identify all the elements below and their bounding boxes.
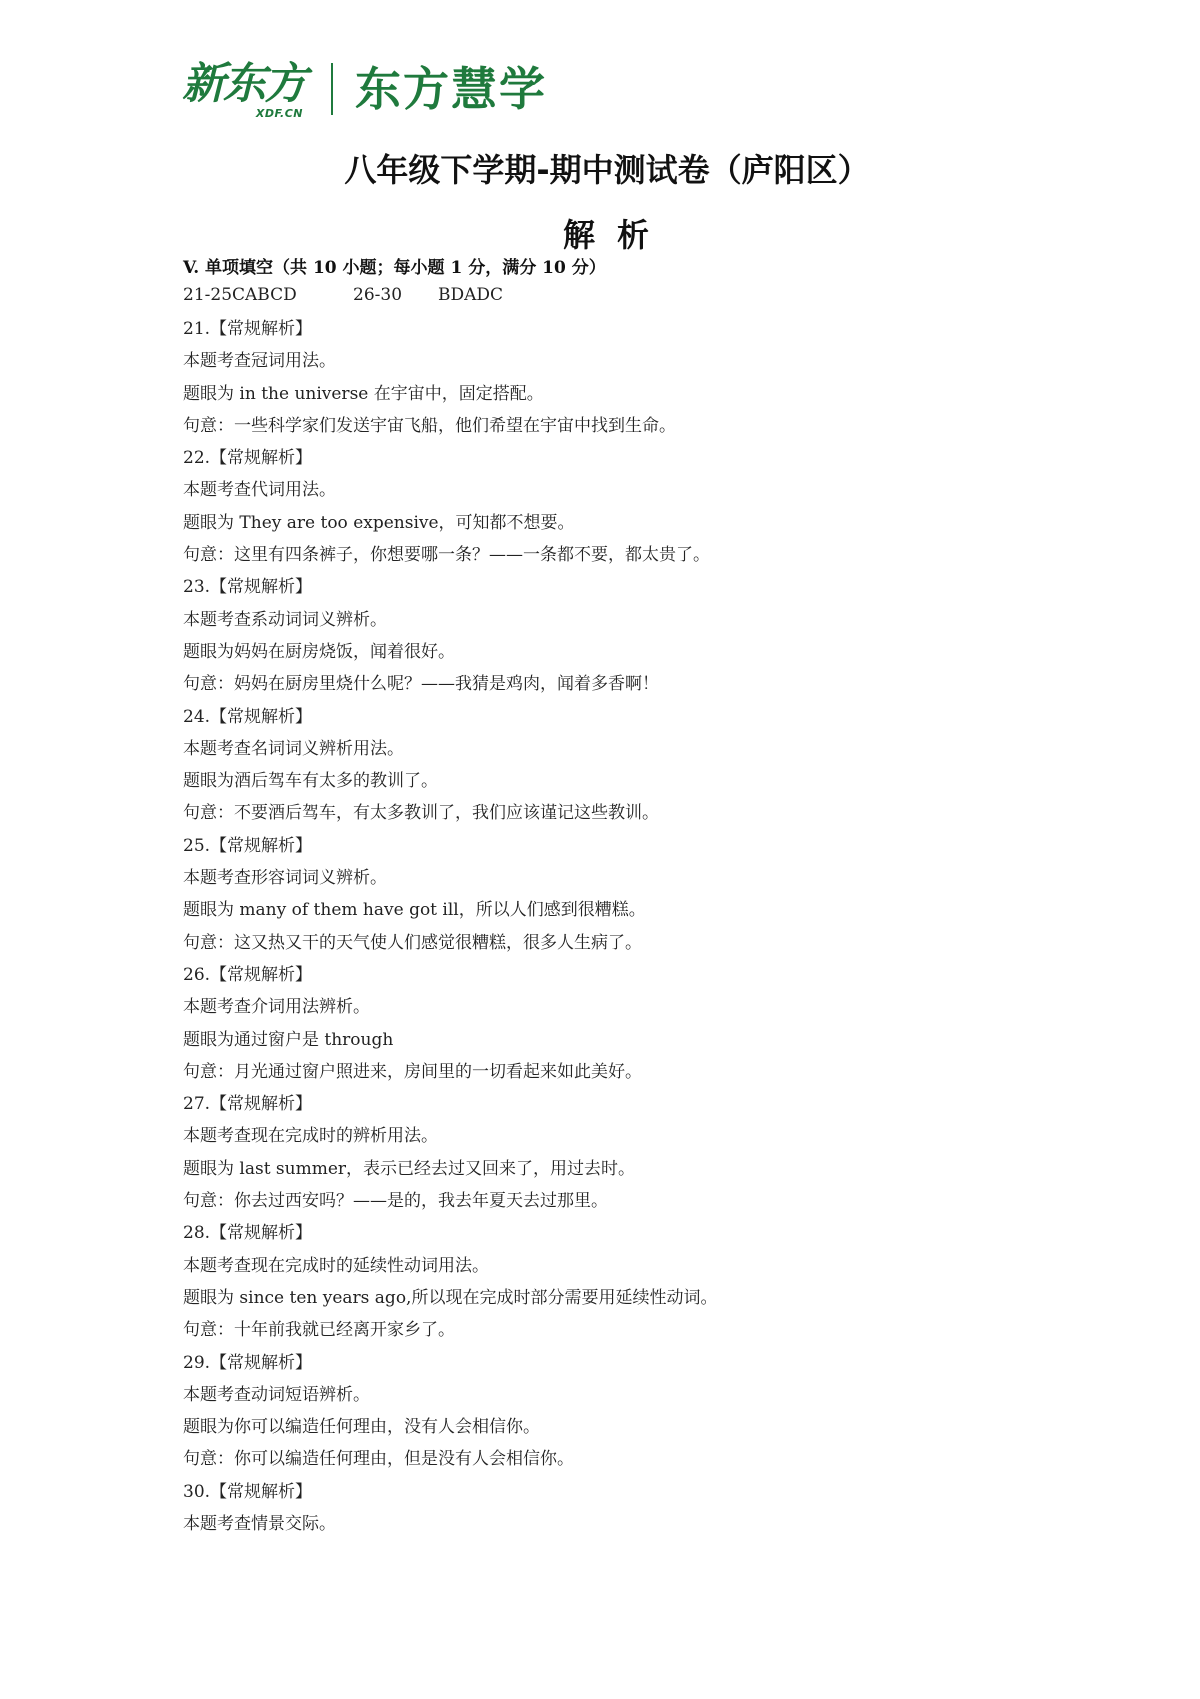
text-line: 本题考查系动词词义辨析。 (183, 609, 387, 630)
page-title: 八年级下学期-期中测试卷（庐阳区） (344, 151, 870, 189)
text-line: 句意：你可以编造任何理由，但是没有人会相信你。 (183, 1449, 574, 1470)
text-line: 句意：妈妈在厨房里烧什么呢？——我猜是鸡肉，闻着多香啊！ (183, 674, 659, 695)
xdf-logo (182, 58, 305, 120)
page-subtitle: 解析 (562, 216, 671, 254)
text-line: 29.【常规解析】 (183, 1352, 313, 1373)
answer-key (183, 285, 503, 305)
text-line: 22.【常规解析】 (183, 448, 313, 469)
answer-range-2-values: BDADC (438, 285, 504, 305)
text-line: 句意：你去过西安吗？——是的，我去年夏天去过那里。 (183, 1191, 608, 1212)
text-line: 句意：月光通过窗户照进来，房间里的一切看起来如此美好。 (183, 1061, 642, 1082)
analysis-content (183, 313, 1143, 1540)
text-line: 题眼为通过窗户是 through (183, 1029, 394, 1050)
text-line: 本题考查介词用法辨析。 (183, 997, 370, 1018)
text-line: 25.【常规解析】 (183, 835, 313, 856)
text-line: 本题考查现在完成时的辨析用法。 (183, 1126, 438, 1147)
text-line: 30.【常规解析】 (183, 1481, 313, 1502)
text-line: 23.【常规解析】 (183, 577, 313, 598)
logo-divider (331, 63, 333, 115)
text-line: 题眼为 since ten years ago,所以现在完成时部分需要用延续性动词。 (183, 1287, 718, 1308)
text-line: 本题考查形容词词义辨析。 (183, 868, 387, 889)
text-line: 题眼为 many of them have got ill，所以人们感到很糟糕。 (183, 900, 646, 921)
text-line: 本题考查冠词用法。 (183, 351, 336, 372)
text-line: 题眼为你可以编造任何理由，没有人会相信你。 (183, 1417, 540, 1438)
text-line: 本题考查名词词义辨析用法。 (183, 738, 404, 759)
logo-sub-text: XDF.CN (255, 106, 303, 120)
section-heading: V. 单项填空（共 10 小题；每小题 1 分，满分 10 分） (183, 258, 606, 278)
text-line: 24.【常规解析】 (183, 706, 313, 727)
text-line: 28.【常规解析】 (183, 1223, 313, 1244)
text-line: 题眼为妈妈在厨房烧饭，闻着很好。 (183, 641, 455, 662)
brand-name: 东方慧学 (355, 62, 547, 116)
text-line: 句意：一些科学家们发送宇宙飞船，他们希望在宇宙中找到生命。 (183, 415, 676, 436)
text-line: 题眼为 They are too expensive，可知都不想要。 (183, 512, 575, 533)
text-line: 27.【常规解析】 (183, 1094, 313, 1115)
text-line: 本题考查现在完成时的延续性动词用法。 (183, 1255, 489, 1276)
header-logo (182, 58, 547, 120)
text-line: 题眼为 last summer，表示已经去过又回来了，用过去时。 (183, 1158, 636, 1179)
text-line: 句意：这又热又干的天气使人们感觉很糟糕，很多人生病了。 (183, 932, 642, 953)
text-line: 本题考查情景交际。 (183, 1513, 336, 1534)
text-line: 本题考查代词用法。 (183, 480, 336, 501)
text-line: 题眼为 in the universe 在宇宙中，固定搭配。 (183, 383, 544, 404)
text-line: 句意：十年前我就已经离开家乡了。 (183, 1320, 455, 1341)
logo-main-text: 新东方 (182, 58, 305, 109)
text-line: 句意：不要酒后驾车，有太多教训了，我们应该谨记这些教训。 (183, 803, 659, 824)
answer-range-2: 26-30 (353, 285, 403, 305)
text-line: 题眼为酒后驾车有太多的教训了。 (183, 771, 438, 792)
text-line: 21.【常规解析】 (183, 319, 313, 339)
text-line: 句意：这里有四条裤子，你想要哪一条？——一条都不要，都太贵了。 (183, 545, 710, 566)
answer-range-1: 21-25CABCD (183, 285, 297, 305)
text-line: 本题考查动词短语辨析。 (183, 1384, 370, 1405)
text-line: 26.【常规解析】 (183, 964, 313, 985)
